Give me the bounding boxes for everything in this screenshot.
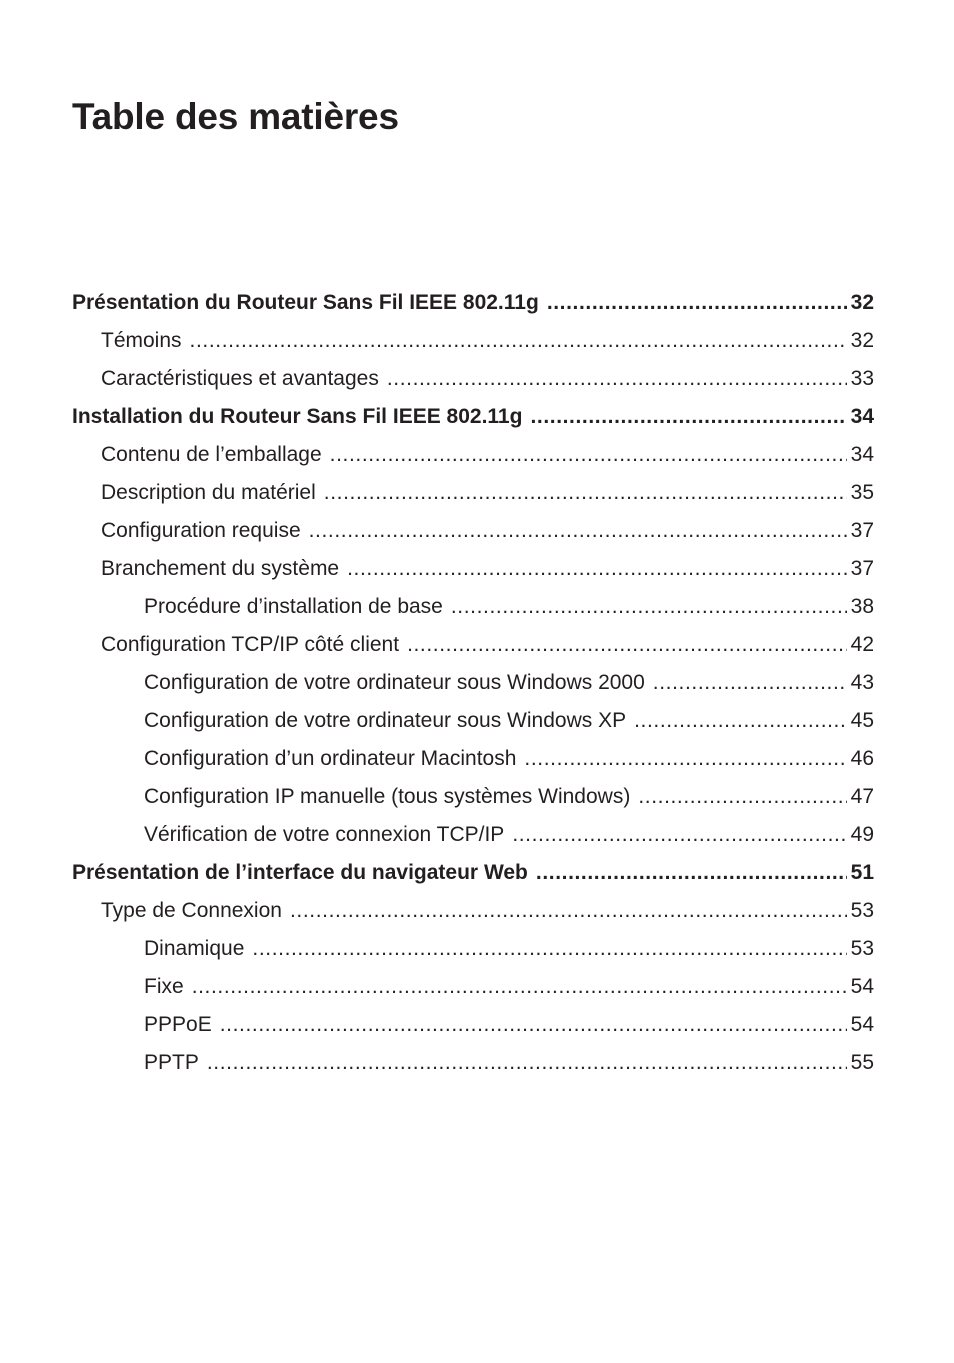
toc-entry[interactable] — [72, 550, 874, 588]
dot-leader — [512, 816, 846, 854]
toc-entry-label: Configuration requise — [101, 519, 301, 542]
toc-entry[interactable] — [72, 588, 874, 626]
toc-entry-page: 32 — [850, 291, 874, 314]
toc-entry[interactable] — [72, 968, 874, 1006]
toc-entry-label: PPTP — [144, 1051, 199, 1074]
dot-leader — [407, 626, 847, 664]
toc-entry-label: Fixe — [144, 975, 184, 998]
toc-entry-page: 46 — [850, 747, 874, 770]
toc-entry-page: 54 — [850, 1013, 874, 1036]
toc-entry-label: Vérification de votre connexion TCP/IP — [144, 823, 505, 846]
toc-entry[interactable] — [72, 664, 874, 702]
toc-entry-page: 55 — [850, 1051, 874, 1074]
toc-entry-label: Configuration IP manuelle (tous systèmes Windows) — [144, 785, 631, 808]
toc-entry-label: Présentation du Routeur Sans Fil IEEE 802.11g — [72, 291, 539, 314]
dot-leader — [220, 1006, 847, 1044]
dot-leader — [451, 588, 847, 626]
toc-entry[interactable] — [72, 360, 874, 398]
dot-leader — [324, 474, 847, 512]
toc-entry-page: 43 — [850, 671, 874, 694]
toc-entry[interactable] — [72, 930, 874, 968]
dot-leader — [207, 1044, 847, 1082]
dot-leader — [192, 968, 847, 1006]
dot-leader — [634, 702, 847, 740]
toc-entry-page: 33 — [850, 367, 874, 390]
toc-entry[interactable] — [72, 284, 874, 322]
dot-leader — [190, 322, 847, 360]
toc-entry-label: Branchement du système — [101, 557, 340, 580]
toc-entry-page: 34 — [850, 405, 874, 428]
toc-entry-label: Configuration de votre ordinateur sous Windows XP — [144, 709, 627, 732]
toc-entry-page: 54 — [850, 975, 874, 998]
toc-entry-page: 53 — [850, 937, 874, 960]
toc-entry-page: 51 — [850, 861, 874, 884]
toc-entry-label: Dinamique — [144, 937, 245, 960]
dot-leader — [530, 398, 846, 436]
toc-entry-label: Contenu de l’emballage — [101, 443, 322, 466]
dot-leader — [387, 360, 847, 398]
dot-leader — [524, 740, 846, 778]
page-title: Table des matières — [72, 96, 399, 137]
toc-entry-page: 45 — [850, 709, 874, 732]
dot-leader — [653, 664, 847, 702]
toc-entry[interactable] — [72, 1044, 874, 1082]
toc-entry-page: 38 — [850, 595, 874, 618]
toc-entry-label: PPPoE — [144, 1013, 212, 1036]
toc-entry-page: 42 — [850, 633, 874, 656]
toc-entry-page: 37 — [850, 557, 874, 580]
toc-entry-label: Configuration de votre ordinateur sous Windows 2000 — [144, 671, 645, 694]
toc-entry-page: 35 — [850, 481, 874, 504]
toc-entry[interactable] — [72, 512, 874, 550]
toc-entry[interactable] — [72, 816, 874, 854]
toc-entry[interactable] — [72, 322, 874, 360]
toc-entry[interactable] — [72, 398, 874, 436]
toc-entry[interactable] — [72, 892, 874, 930]
toc-entry-label: Témoins — [101, 329, 182, 352]
toc-entry-label: Configuration d’un ordinateur Macintosh — [144, 747, 517, 770]
toc-entry[interactable] — [72, 626, 874, 664]
toc-entry-label: Caractéristiques et avantages — [101, 367, 379, 390]
toc-entry-label: Présentation de l’interface du navigateur Web — [72, 861, 528, 884]
toc-entry[interactable] — [72, 778, 874, 816]
table-of-contents — [72, 284, 874, 1082]
dot-leader — [290, 892, 847, 930]
toc-entry-label: Type de Connexion — [101, 899, 282, 922]
toc-entry-page: 53 — [850, 899, 874, 922]
toc-entry-page: 32 — [850, 329, 874, 352]
toc-entry[interactable] — [72, 474, 874, 512]
toc-entry-label: Procédure d’installation de base — [144, 595, 443, 618]
dot-leader — [309, 512, 847, 550]
dot-leader — [638, 778, 846, 816]
toc-entry[interactable] — [72, 702, 874, 740]
dot-leader — [252, 930, 846, 968]
dot-leader — [347, 550, 847, 588]
toc-entry-page: 37 — [850, 519, 874, 542]
dot-leader — [536, 854, 847, 892]
toc-entry-page: 49 — [850, 823, 874, 846]
dot-leader — [547, 284, 847, 322]
toc-entry-page: 34 — [850, 443, 874, 466]
toc-entry[interactable] — [72, 854, 874, 892]
toc-entry[interactable] — [72, 436, 874, 474]
toc-entry[interactable] — [72, 740, 874, 778]
dot-leader — [330, 436, 847, 474]
toc-entry-label: Description du matériel — [101, 481, 316, 504]
toc-entry-label: Configuration TCP/IP côté client — [101, 633, 400, 656]
toc-entry-label: Installation du Routeur Sans Fil IEEE 802.11g — [72, 405, 523, 428]
toc-entry[interactable] — [72, 1006, 874, 1044]
toc-entry-page: 47 — [850, 785, 874, 808]
